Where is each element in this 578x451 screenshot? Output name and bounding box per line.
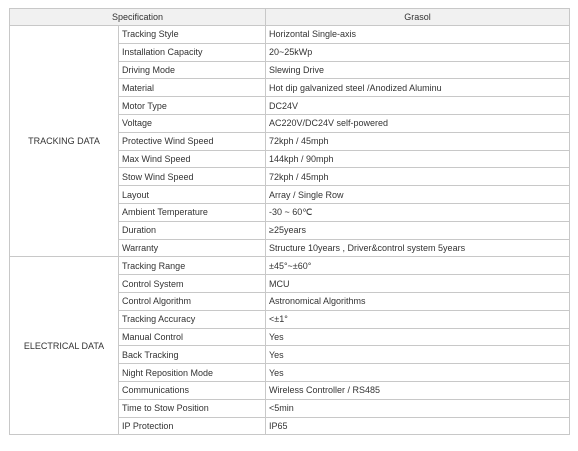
spec-value: Yes: [266, 328, 570, 346]
spec-value: MCU: [266, 275, 570, 293]
spec-value: 20~25kWp: [266, 43, 570, 61]
spec-label: Motor Type: [119, 97, 266, 115]
spec-value: 144kph / 90mph: [266, 150, 570, 168]
table-row: [10, 257, 570, 275]
spec-value: 72kph / 45mph: [266, 132, 570, 150]
group-label: ELECTRICAL DATA: [10, 257, 119, 435]
spec-value: -30 ~ 60℃: [266, 203, 570, 221]
group-label: TRACKING DATA: [10, 26, 119, 257]
specification-table: [9, 8, 570, 435]
spec-value: Array / Single Row: [266, 186, 570, 204]
spec-label: Manual Control: [119, 328, 266, 346]
spec-value: <5min: [266, 399, 570, 417]
spec-label: Duration: [119, 221, 266, 239]
spec-label: Tracking Range: [119, 257, 266, 275]
spec-label: Stow Wind Speed: [119, 168, 266, 186]
spec-value: <±1°: [266, 310, 570, 328]
spec-label: Material: [119, 79, 266, 97]
spec-label: IP Protection: [119, 417, 266, 435]
spec-label: Tracking Accuracy: [119, 310, 266, 328]
spec-label: Max Wind Speed: [119, 150, 266, 168]
spec-label: Time to Stow Position: [119, 399, 266, 417]
spec-label: Voltage: [119, 114, 266, 132]
header-specification: Specification: [10, 9, 266, 26]
spec-label: Protective Wind Speed: [119, 132, 266, 150]
spec-label: Installation Capacity: [119, 43, 266, 61]
spec-label: Ambient Temperature: [119, 203, 266, 221]
spec-value: AC220V/DC24V self-powered: [266, 114, 570, 132]
spec-value: Wireless Controller / RS485: [266, 381, 570, 399]
table-row: [10, 26, 570, 44]
spec-label: Control Algorithm: [119, 292, 266, 310]
spec-value: Astronomical Algorithms: [266, 292, 570, 310]
spec-value: Yes: [266, 364, 570, 382]
table-header-row: [10, 9, 570, 26]
spec-label: Driving Mode: [119, 61, 266, 79]
spec-value: Slewing Drive: [266, 61, 570, 79]
spec-value: ≥25years: [266, 221, 570, 239]
spec-label: Night Reposition Mode: [119, 364, 266, 382]
spec-value: IP65: [266, 417, 570, 435]
spec-value: 72kph / 45mph: [266, 168, 570, 186]
spec-label: Layout: [119, 186, 266, 204]
spec-label: Tracking Style: [119, 26, 266, 44]
spec-label: Control System: [119, 275, 266, 293]
spec-label: Warranty: [119, 239, 266, 257]
spec-value: Hot dip galvanized steel /Anodized Aluminu: [266, 79, 570, 97]
table-body: [10, 26, 570, 435]
spec-value: Horizontal Single-axis: [266, 26, 570, 44]
spec-label: Communications: [119, 381, 266, 399]
spec-value: DC24V: [266, 97, 570, 115]
spec-value: Yes: [266, 346, 570, 364]
spec-value: Structure 10years , Driver&control system 5years: [266, 239, 570, 257]
spec-value: ±45°~±60°: [266, 257, 570, 275]
header-grasol: Grasol: [266, 9, 570, 26]
spec-label: Back Tracking: [119, 346, 266, 364]
